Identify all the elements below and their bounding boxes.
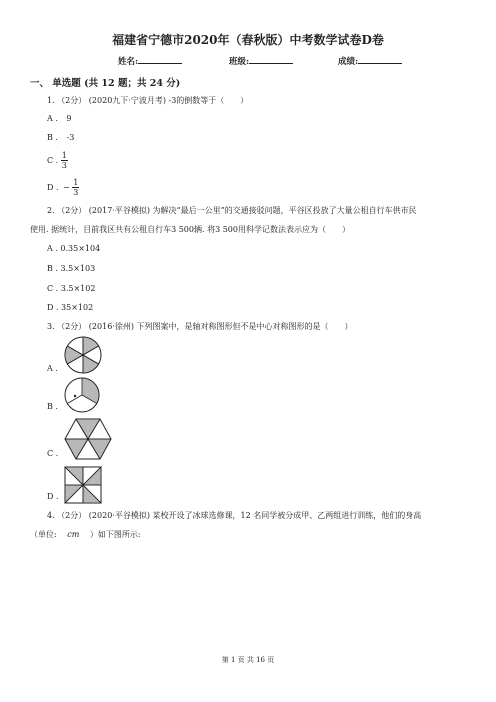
class-label: 班级: <box>229 57 250 67</box>
minus-sign: − <box>63 183 70 192</box>
q2-option-b: B . 3.5×103 <box>47 264 96 273</box>
option-label: A . <box>47 114 61 123</box>
question-2-line-2: 使用. 据统计，目前我区共有公租自行车3 500辆. 将3 500用科学记数法表示应为（ ） <box>30 225 350 234</box>
q1-option-a <box>47 114 72 123</box>
score-field <box>338 54 402 67</box>
page-number: 第 1 页 共 16 页 <box>221 656 275 664</box>
score-blank <box>358 54 402 64</box>
score-label: 成绩: <box>338 57 359 67</box>
q2-option-d: D . 35×102 <box>47 303 94 312</box>
q2-option-a: A . 0.35×104 <box>47 244 101 253</box>
option-label: D . <box>47 183 62 192</box>
fraction-numerator: 1 <box>73 178 79 187</box>
q4-unit: cm <box>67 530 80 539</box>
circle-three-sector-figure <box>63 376 101 414</box>
circle-divided-figure <box>63 335 103 375</box>
fraction-denominator: 3 <box>73 188 79 197</box>
fraction-denominator: 3 <box>61 161 67 170</box>
question-3-text: 3. （2分） (2016·徐州) 下列图案中，是轴对称图形但不是中心对称图形的是（ ） <box>47 322 353 331</box>
class-field <box>229 54 293 67</box>
q1-option-b <box>47 133 74 142</box>
q1-option-c <box>47 151 68 170</box>
q3-option-c-label: C . <box>47 449 59 458</box>
name-field <box>118 54 182 67</box>
option-label: B . <box>47 133 61 142</box>
square-figure <box>64 466 102 504</box>
section-title: 一、 单选题 (共 12 题；共 24 分) <box>30 78 181 89</box>
q3-option-a-label: A . <box>47 364 58 373</box>
question-2-line-1: 2. （2分） (2017·平谷模拟) 为解决“最后一公里”的交通接驳问题，平谷区投放了大量公租自行车供市民 <box>47 206 417 215</box>
q3-option-b-label: B . <box>47 402 58 411</box>
option-value: -3 <box>66 133 75 142</box>
q2-option-c: C . 3.5×102 <box>47 284 96 293</box>
name-blank <box>138 54 182 64</box>
option-value: 9 <box>66 114 72 123</box>
fraction <box>61 151 68 170</box>
question-4-line-1: 4. （2分） (2020·平谷模拟) 某校开设了冰球选修课，12 名同学被分成甲、乙两组进行训练，他们的身高 <box>47 511 422 520</box>
page-title: 福建省宁德市2020年（春秋版）中考数学试卷D卷 <box>112 33 384 47</box>
q4-text-a: （单位: <box>30 530 57 539</box>
question-1-text: 1. （2分） (2020九下·宁波月考) -3的倒数等于（ ） <box>47 96 249 105</box>
option-label: C . <box>47 156 61 165</box>
name-label: 姓名: <box>118 57 139 67</box>
hexagon-figure <box>64 418 112 460</box>
q1-option-d <box>47 178 79 197</box>
question-4-line-2 <box>30 529 141 540</box>
fraction-numerator: 1 <box>61 151 67 160</box>
class-blank <box>249 54 293 64</box>
fraction <box>72 178 79 197</box>
q3-option-d-label: D . <box>47 492 59 501</box>
q4-text-b: ）如下图所示: <box>89 530 141 539</box>
